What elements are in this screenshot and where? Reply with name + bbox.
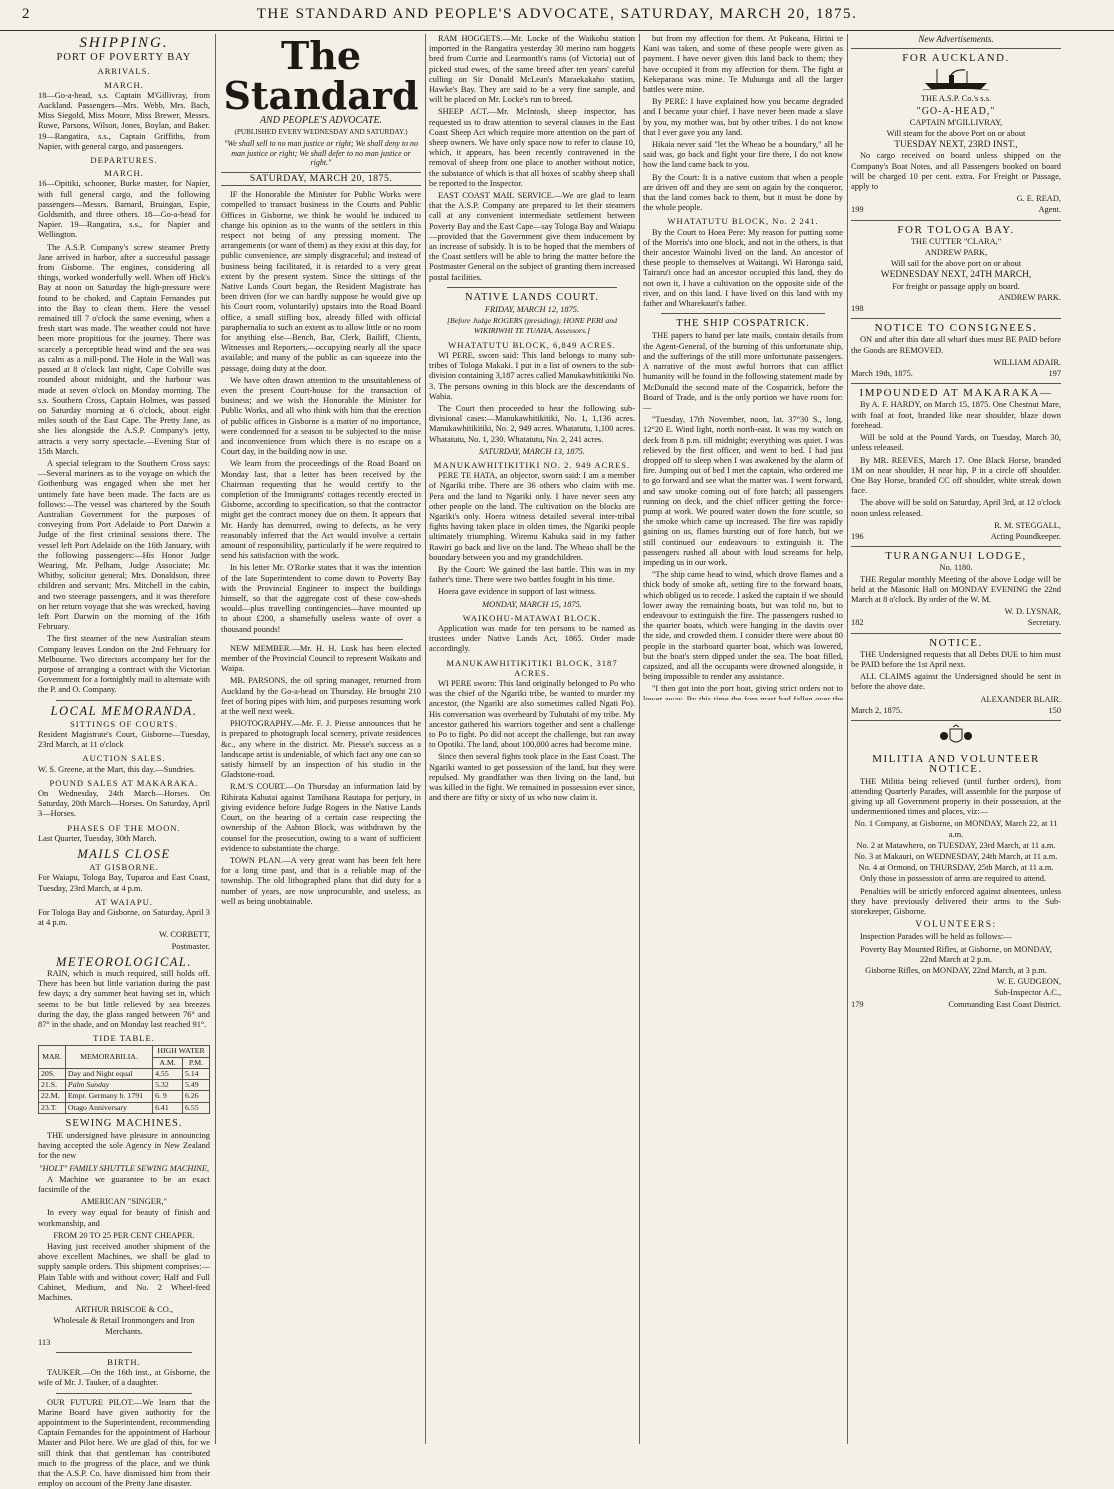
sewing-machine-name: "HOLT" FAMILY SHUTTLE SEWING MACHINE, — [38, 1163, 210, 1173]
news-paragraph: SHEEP ACT.—Mr. McIntosh, sheep inspector, has requested us to draw attention to several clauses in the East Coast Sheep Act which require more attention on the part of sheep owners. We have only space now to refer to clause 10, which, it appears, has been recently contravened in the removal of sheep from one place to another without notice, the substance of which is that all boxes of scabby sheep shall be reported to the Inspector. — [429, 107, 635, 188]
table-row — [39, 1091, 210, 1102]
ad-date: March 2, 1875. — [851, 705, 903, 715]
ad-footer — [851, 532, 1061, 542]
ad-text: Will be sold at the Pound Yards, on Tuesday, March 30, unless released. — [851, 433, 1061, 453]
ad-text: The above will be sold on Saturday, April 3rd, at 12 o'clock noon unless released. — [851, 498, 1061, 518]
ad-militia-heading: MILITIA AND VOLUNTEER NOTICE. — [872, 753, 1040, 776]
volunteers-heading: VOLUNTEERS: — [915, 920, 997, 931]
ad-text: No. 1180. — [939, 563, 973, 573]
motto: "We shall sell to no man justice or right; We shall deny to no man justice or right; We shall defer to no man justice or right." — [223, 139, 419, 168]
ad-signature: R. M. STEGGALL, — [994, 520, 1061, 530]
auction-heading: AUCTION SALES. — [82, 753, 166, 764]
tide-header: HIGH WATER — [153, 1046, 210, 1057]
column-rule — [639, 34, 640, 1444]
sewing-heading: SEWING MACHINES. — [65, 1117, 183, 1129]
ad-text: ANDREW PARK, — [924, 248, 988, 258]
ad-text: Penalties will be strictly enforced against absentees, unless they have previously delivered their arms to the Sub-storekeeper, Gisborne. — [851, 886, 1061, 917]
ad-signature-title: Agent. — [1038, 205, 1061, 215]
editorial-paragraph: We have often drawn attention to the unsuitableness of even the present Court-house for the transaction of business; and we wish the Honorable the Minister for Public Works, and all who think with him that the erection of public offices in Gisborne is a matter of no importance, were condemned for a season to be subjected to the noise and inconvenience from which there is no escape on a Court day, in the building now in use. — [221, 375, 421, 457]
arrivals-heading: ARRIVALS. — [97, 66, 151, 77]
tide-header: A.M. — [153, 1057, 183, 1068]
cospatrick-paragraph: "Tuesday, 17th November, noon, lat. 37°30 S., long. 12°20 E. Wind light, north north-east. It was my watch on deck from 8 p.m. till midnight; everything was quiet. I was relieved by the first officer, and went to bed. I had just dropped off to sleep when I was awakened by the alarm of fire. Jumping out of bed I met the captain, who ordered me to go forward and see what the matter was. I went forward, and saw smoke coming out of fore hatch; all passengers running on deck, and the chief officer getting the force-pump at work. We poured water down the fore scuttle, so the smoke which came up increased. The fire was rapidly gaining on us, flames bursting out of fore hatch, but we still continued our endeavours to extinguish it. The passengers rushed all about with loud screams for help, impeding us in our work. — [643, 415, 843, 567]
table-row — [39, 1102, 210, 1113]
arrivals-text: 18—Go-a-head, s.s. Captain M'Gillivray, from Auckland. Passengers—Mrs. Webb, Mrs. Bach, Miss Siegold, Miss Moore, Miss Brewer, Messrs. Ruwe, Parsons, Wilson, Jones, Boylan, and Baker. 19—Rangatira, s.s., Captain Griffiths, from Napier, with general cargo, and passengers. — [38, 90, 210, 151]
auction-text: W. S. Greene, at the Mart, this day.—Sundries. — [38, 764, 196, 774]
phases-heading: PHASES OF THE MOON. — [67, 822, 181, 833]
court-paragraph: Hoera gave evidence in support of last witness. — [438, 587, 597, 597]
court-bench: [Before Judge ROGERS (presiding); HONE PERI and WIKIRIWHI TE TUAHA, Assessors.] — [446, 316, 618, 336]
ad-number: 182 — [851, 618, 864, 628]
tide-cell: Otago Anniversary — [65, 1102, 152, 1113]
tide-table-heading: TIDE TABLE. — [93, 1033, 155, 1044]
pound-text: On Wednesday, 24th March—Horses. On Saturday, 20th March—Horses. On Saturday, April 3—Horses. — [38, 789, 210, 819]
ad-lodge-heading: TURANGANUI LODGE, — [885, 550, 1027, 563]
ad-text: No. 4 at Ormond, on THURSDAY, 25th March, at 11 a.m. — [858, 863, 1054, 873]
ad-consignees-heading: NOTICE TO CONSIGNEES. — [874, 322, 1038, 335]
tide-cell: 5.49 — [183, 1080, 210, 1091]
tide-header: MAR. — [39, 1046, 66, 1068]
block-heading: MANUKAWHITIKITIKI BLOCK, 3187 ACRES. — [446, 657, 618, 678]
meteorological-text: RAIN, which is much required, still holds off. There has been but little variation during the past few days; a dry summer heat having set in, which seems to be but little relieved by sea breezes during the day, the glass ranged between 76° and 87° in the shade, and on Monday last reached 91°. — [38, 969, 210, 1030]
mails-heading: MAILS CLOSE — [77, 847, 171, 862]
departures-month: MARCH. — [104, 168, 144, 179]
news-paragraph: PHOTOGRAPHY.—Mr. F. J. Piesse announces that he is prepared to photograph local scenery, private residences &c., any where in the district. Mr. Piesse's success as a landscape artist is undeniable, of which fact any one can so satisfy himself by an inspection of his studio in the Gladstone-road. — [221, 719, 421, 780]
shipping-paragraph: A special telegram to the Southern Cross says:—Several mariners as to the voyage on which the Gothenburg was engaged when she met her untimely fate have been made. The facts are as follows:—The vessel was chartered by the South Australian Government for the purposes of conveying from Port Adelaide to Port Darwin a Judge of the first criminal sessions there. The vessel left Port Adelaide on the 16th January, with the following passengers:—His Honor Judge Wearing, Mr. Pelham, Judge Associate; Mr. Whitby, solicitor general; Mrs. Donaldson, three children and servant; Mrs. Mitchell in the cabin, and two steerage passengers, and it was therefore on her return voyage that she was wrecked, having left Port Darwin on the morning of the 16th February. — [38, 458, 210, 632]
ad-signature: WILLIAM ADAIR. — [993, 357, 1061, 367]
meteorological-heading: METEOROLOGICAL. — [55, 954, 193, 969]
pilot-text: OUR FUTURE PILOT.—We learn that the Marine Board have given authority for the appointment to the Superintendent, recommending Captain Fernandes for the appointment of Harbour Master and Pilot here. We are glad of this, for we still think that that gentleman has contributed much to the progress of the place, and we think that the A.S.P. Co. have dismissed him from their employ on account of the Pretty Jane disaster. — [38, 1397, 210, 1489]
royal-arms-icon — [851, 725, 1061, 750]
page-header — [0, 0, 1114, 31]
nameplate-subtitle: AND PEOPLE'S ADVOCATE. — [259, 115, 383, 126]
news-paragraph: RAM HOGGETS.—Mr. Locke of the Waikohu station imported in the Rangatira yesterday 30 merino ram hoggets bred from Currie and Learmonth's rams (of Victoria) out of picked stud ewes, of the same breed after ten years' careful culling on Sir Donald McLean's Maraekakaho station, Hawke's Bay. They are said to be a very fine sample, and will be placed on Mr. Locke's run to breed. — [429, 34, 635, 105]
court-paragraph: WI PERE sworn: This land originally belonged to Po who was the chief of the Ngariki tribe, he wanted to murder my ancestor, (the Ngariki are also sometimes called Ngati Po). His conversation was overheard by Tuhutahi of my tribe. My ancestor gathered his warriors together and sent a challenge to Po to fight. Po did not accept the challenge, but ran away to Opotiki. The land, about 100,000 acres had become mine. — [429, 678, 635, 750]
ad-text: ALL CLAIMS against the Undersigned should be sent in before the above date. — [851, 672, 1061, 692]
ad-footer — [851, 618, 1061, 628]
divider — [851, 318, 1061, 319]
shipping-paragraph: The A.S.P. Company's screw steamer Pretty Jane arrived in harbor, after a successful passage from Gisborne. The engines, considering all things, worked wonderfully well. When off Hick's Bay at noon on Saturday the high-pressure were found to be choked, and Captain Fernandes put into the Bay to clean them. Here the vessel remained till 7 o'clock the same evening, when a fresh start was made. The weather could not have been more propitious for the journey. There was scarcely a perceptible head wind and the sea was as calm as a mill-pond. The Hole in the Wall was passed at 8 o'clock last night, Cape Colville was rounded about midnight, and the harbour was made at seven o'clock on Monday morning. The s.s. Southern Cross, Captain Holmes, was passed on Saturday morning at 6 o'clock, about eight miles south of the East Cape. The Pretty Jane, as she lies alongside the A.S.P. Company's jetty, attracts a very sorry spectacle.—Evening Star of 15th March. — [38, 242, 210, 456]
ad-footer — [851, 205, 1061, 215]
ad-text: Gisborne Rifles, on MONDAY, 22nd March, at 3 p.m. — [865, 966, 1047, 976]
block-heading: WHATATUTU BLOCK, No. 2 241. — [667, 216, 819, 227]
column-rule — [215, 34, 216, 1444]
column-shipping — [38, 34, 210, 1489]
news-paragraph: TOWN PLAN.—A very great want has been felt here for a long time past, and that is a reliable map of the township. The old lithographed plans that did duty for a number of years, are now unprocurable, and useless, as well as being unobtainable. — [221, 855, 421, 906]
tide-cell: 6.41 — [153, 1102, 183, 1113]
shipping-paragraph: The first steamer of the new Australian steam Company leaves London on the 2nd February for Melbourne. Two directors accompany her for the purpose of arranging a contract with the Victorian Government for a fortnightly mail to alternate with the P. and O. Company. — [38, 634, 210, 695]
sewing-signature: ARTHUR BRISCOE & CO., — [75, 1305, 173, 1315]
ad-signature: ALEXANDER BLAIR. — [980, 694, 1061, 704]
ad-signature-title: Commanding East Coast District. — [948, 999, 1061, 1009]
ad-text: Will sail for the above port on or about — [890, 259, 1022, 269]
ad-text: Only those in possession of arms are required to attend. — [860, 874, 1047, 884]
court-paragraph: Application was made for ten persons to be named as trustees under Native Lands Act, 1865. Order made accordingly. — [429, 623, 635, 654]
ad-signature: ANDREW PARK. — [998, 292, 1061, 302]
tide-cell: 23.T. — [39, 1102, 66, 1113]
ad-text: Will steam for the above Port on or about — [886, 129, 1026, 139]
editorial-paragraph: In his letter Mr. O'Rorke states that it was the intention of the late Superintendent to come down to Poverty Bay with the Provincial Engineer to inspect the buildings himself, so that the aggregate cost of these cow-sheds would—plus travelling contingencies—have mounted up to about £200, a shamefully useless waste of over a thousand pounds! — [221, 563, 421, 634]
mails-signature-title: Postmaster. — [171, 941, 210, 951]
news-paragraph: R.M.'S COURT.—On Thursday an information laid by Rihirata Kahutai against Tamihana Rautapa for perjury, in giving evidence before Judge Rogers in the Native Lands Court, on the hearing of a certain case respecting the ownership of the Ashton Block, was withdrawn by the counsel for the prosecution, owing to a want of sufficient evidence to substantiate the charge. — [221, 782, 421, 853]
birth-heading: BIRTH. — [107, 1356, 141, 1367]
mails-location: AT WAIAPU. — [95, 896, 153, 907]
court-date: FRIDAY, MARCH 12, 1875. — [484, 305, 580, 315]
tide-cell: 6.26 — [183, 1091, 210, 1102]
column-native-lands — [429, 34, 635, 1444]
ad-notice-heading: NOTICE. — [929, 636, 983, 649]
cospatrick-paragraph: THE papers to hand per late mails, contain details from the Agent-General, of the burning of this unfortunate ship, and the sufferings of the still more unfortunate passengers. A narrative of the most awful horrors that can afflict humanity will be found in the following statement made by McDonald the second mate of the Cospatrick, before the Board of Trade, and is the only portion we have room for:— — [643, 331, 843, 412]
ad-footer — [851, 304, 1061, 314]
court-date: MONDAY, MARCH 15, 1875. — [482, 599, 582, 609]
tide-cell: 5.32 — [153, 1080, 183, 1091]
mails-text: For Tologa Bay and Gisborne, on Saturday, April 3 at 4 p.m. — [38, 908, 210, 928]
arrivals-month: MARCH. — [104, 79, 144, 90]
court-date: SATURDAY, MARCH 13, 1875. — [479, 446, 585, 456]
ad-number: 197 — [1048, 369, 1061, 379]
ad-signature-title: Secretary. — [1027, 618, 1061, 628]
ad-text: Poverty Bay Mounted Rifles, at Gisborne, on MONDAY, 22nd March at 2 p.m. — [860, 944, 1052, 964]
editorial-paragraph: We learn from the proceedings of the Road Board on Monday last, that a letter has been received by the Chairman requesting that he would certify to the completion of the Immigrants' cottages recently erected in Gisborne, according to specification, so that the contractor might get the contract money due on them. It appears that Mr. Hardy has demurred, owing to defects, as he very reasonably inferred that the Act would involve a certain amount of responsibility, particularly if he were required to send his satisfaction with the work. — [221, 459, 421, 561]
sewing-text: Having just received another shipment of the above excellent Machines, we shall be glad to supply sample orders. This shipment comprises:—Plain Table with and without cover; Half and Full Cabinet, Medium, and No. 2 Wheel-feed Machines. — [38, 1241, 210, 1302]
tide-cell: Palm Sunday — [65, 1080, 152, 1091]
ad-date: TUESDAY NEXT, 23RD INST., — [894, 140, 1018, 151]
ad-auckland-heading: FOR AUCKLAND. — [902, 52, 1010, 65]
tide-cell: 20S. — [39, 1068, 66, 1079]
divider — [56, 1393, 192, 1394]
divider — [56, 700, 192, 701]
sewing-text: THE undersigned have pleasure in announcing having accepted the sole Agency in New Zealand for the new — [38, 1130, 210, 1161]
sewing-singer: AMERICAN "SINGER," — [81, 1197, 167, 1207]
page-number: 2 — [22, 6, 30, 22]
ad-text: THE CUTTER "CLARA," — [910, 236, 1002, 246]
new-ads-heading: New Advertisements. — [918, 34, 994, 44]
divider — [851, 48, 1061, 49]
tide-cell: 5.14 — [183, 1068, 210, 1079]
news-paragraph: MR. PARSONS, the oil spring manager, returned from Auckland by the Go-a-head on Thursday. He brought 210 feet of boring pipes with him, and purposes resuming work at the well next week. — [221, 676, 421, 717]
pound-heading: POUND SALES AT MAKARAKA. — [49, 777, 199, 788]
ad-number: 199 — [851, 205, 864, 215]
court-paragraph: PERE TE HATA, an objector, sworn said: I am a member of Ngariki tribe. There are 36 others who claim with me. Pera and the land to Ngariki only. I have never seen any other people on the land. The cultivation on the blocks are Ngariki's only. Hoera witness detailed several inter-tribal fights having taken place in olden times, the Ngariki people ultimately triumphing. Wiremu Kahuka said in my father Rawiri go back and live on the land. The Wheao shall be the boundary between you and my grandchildren. — [429, 471, 635, 562]
ad-signature: G. E. READ, — [1016, 194, 1061, 204]
ad-number: 150 — [1048, 705, 1061, 715]
divider — [851, 546, 1061, 547]
ad-text: No. 2 at Matawhero, on TUESDAY, 23rd March, at 11 a.m. — [856, 840, 1056, 850]
divider — [239, 639, 403, 640]
sewing-text: A Machine we guarantee to be an exact facsimile of the — [38, 1174, 210, 1194]
table-row — [39, 1068, 210, 1079]
column-advertisements — [851, 34, 1061, 1444]
ship-name: "GO-A-HEAD," — [916, 105, 996, 117]
ad-text: By MR. REEVES, March 17. One Black Horse, branded 1M on near shoulder, H near hip, P in a circle off shoulder. One Bay Horse, branded CC off shoulder, white streak down face. — [851, 455, 1061, 496]
tide-table — [38, 1045, 210, 1113]
tide-cell: 21.S. — [39, 1080, 66, 1091]
ad-text: THE A.S.P. Co.'s s.s. — [920, 94, 992, 104]
court-paragraph: By PERE: I have explained how you became degraded and I became your chief. I have never been made a slave by you, my mother was, but by other tribes. I do not know that I ever gave you any land. — [643, 97, 843, 137]
cospatrick-heading: THE SHIP COSPATRICK. — [676, 318, 810, 330]
cospatrick-paragraph: "I then got into the port boat, giving strict orders not to — [652, 684, 843, 694]
departures-heading: DEPARTURES. — [90, 155, 158, 166]
court-paragraph: By the Court to Hoea Pere: My reason for putting some of the Morris's into one block, and not in the others, is that their ancestor Wainohi lived on the land. An ancestor of these people to themselves at Waitangi. Wi Haronga said, Tairaru'i once had an ancestor occupied this land, they do not own it, I have a cultivation on the opposite side of the river, and on this land. I have lived on this land with my father and Wharekauri's father. — [643, 227, 843, 309]
cospatrick-paragraph: "The ship came head to wind, which drove flames and a thick body of smoke aft, setting fire to the forward boats, which obliged us to recede. I asked the captain if we should lower away the remaining boats, but was told no, but to endeavour to extinguish the fire. The passengers rushed to the quarter boats, which were hanging in the davits over the side, and crowded them. I consider there were about 80 people in the starboard quarter boat, which was lowered, but the boat's stern dipped under the sea. The boat filled, capsized, and all the occupants were drowned alongside, it being impossible to render any assistance. — [643, 570, 844, 682]
departures-text: 16—Opitiki, schooner, Burke master, for Napier, with full general cargo, and the following passengers—Messrs. Barnard, Bruingan, Espie, Goldsmith, and three others. 18—Go-a-head for Napier. 19—Rangatira, s.s., for Napier and Wellington. — [38, 179, 210, 240]
divider — [661, 313, 825, 314]
tide-cell: Empr. Germany b. 1791 — [65, 1091, 152, 1102]
ad-signature-title: Sub-Inspector A.C., — [994, 988, 1061, 998]
ad-text: CAPTAIN M'GILLIVRAY, — [909, 117, 1003, 127]
local-memoranda-heading: LOCAL MEMORANDA. — [50, 703, 198, 718]
tide-header: P.M. — [183, 1057, 210, 1068]
news-paragraph: NEW MEMBER.—Mr. H. H. Lusk has been elected member of the Provincial Council to represent Waikato and Waipa. — [221, 643, 421, 674]
court-paragraph: By the Court: It is a native custom that when a people are driven off and they are sent on again by the conqueror, that the land comes back to them, but it must be done by the whole people. — [643, 172, 843, 213]
ad-text: ON and after this date all wharf dues must BE PAID before the Goods are REMOVED. — [851, 335, 1061, 355]
court-paragraph: Hikaia never said "let the Wheao be a boundary," all he said was, go back and fight your fire there, I do not know how the land came back to you. — [643, 140, 843, 170]
tide-cell: Day and Night equal — [65, 1068, 152, 1079]
court-paragraph: WI PERE, sworn said: This land belongs to many sub-tribes of Tologa Makaki. I put in a list of owners to the sub-division containing 3,187 acres called Manukawhitikitiki No. 3. The persons owning in this block are the descendants of Wahia. — [429, 350, 635, 401]
ad-text: THE Regular monthly Meeting of the above Lodge will be held at the Masonic Hall on MONDAY EVENING the 22nd March at 8 o'clock. By order of the W. M. — [851, 574, 1061, 604]
ad-text: No. 1 Company, at Gisborne, on MONDAY, March 22, at 11 a.m. — [854, 819, 1058, 839]
ad-number: 179 — [851, 999, 864, 1009]
sewing-signature-desc: Wholesale & Retail Ironmongers and Iron Merchants. — [53, 1316, 195, 1336]
ad-text: For freight or passage apply on board. — [892, 281, 1020, 291]
block-heading: MANUKAWHITIKITIKI NO. 2. 949 ACRES. — [433, 459, 631, 470]
column-editorial — [221, 34, 421, 1444]
ad-text: Inspection Parades will be held as follows:— — [860, 932, 1012, 942]
tide-cell: 22.M. — [39, 1091, 66, 1102]
court-paragraph: By the Court: We gained the last battle. This was in my father's time. There were two battles fought in his time. — [429, 564, 635, 585]
steamship-icon — [851, 67, 1061, 93]
ad-number: 196 — [851, 531, 864, 541]
tide-cell: 6.55 — [183, 1102, 210, 1113]
divider — [447, 287, 617, 288]
court-paragraph: Since then several fights took place in the East Coast. The Ngariki wanted to get possession of the land, but they were repulsed. My grandfather was then living on the land, but was killed in the fight. We remained in possession ever since, and there are fifty or sixty of us who now claim it. — [429, 752, 635, 803]
ad-text: No cargo received on board unless shipped on the Company's Boat Notes, and all Passengers booked on board will be charged 10 per cent. extra. For Freight or Passage, apply to — [851, 151, 1061, 192]
column-telegrams-lower — [643, 700, 843, 1444]
divider — [56, 1352, 192, 1353]
divider — [851, 220, 1061, 221]
block-heading: WHATATUTU BLOCK, 6,849 ACRES. — [448, 339, 616, 350]
ad-signature-title: Acting Poundkeeper. — [990, 531, 1061, 541]
court-paragraph: The Court then proceeded to hear the following sub-divisional cases:—Manukawhitikitiki, No. 1, 1,136 acres. Manukawhitikitiki, No. 2, 949 acres. Whatatutu, 1,100 acres. Whatatutu, No. 1, 230. Whatatutu, No. 2, 241 acres. — [429, 403, 635, 444]
ad-text: THE Undersigned requests that all Debts DUE to him must be PAID before the 1st April next. — [851, 649, 1061, 669]
table-row — [39, 1080, 210, 1091]
court-paragraph: but from my affection for them. At Pukeana, Hirini te Kani was taken, and some of these people were given as payment. I have never given this land back to them; they have occupied it from my affection for them. The fight at Kekeparaoa was mine. Te Muhunga and all the larger battles were mine. — [643, 34, 843, 95]
sewing-price: FROM 20 TO 25 PER CENT CHEAPER. — [53, 1230, 195, 1240]
ad-tologa-heading: FOR TOLOGA BAY. — [897, 223, 1015, 236]
ad-text: THE Militia being relieved (until further orders), from attending Quarterly Parades, will assemble for the purpose of giving up all Government property in their possession, at the undermentioned times and places, viz:— — [851, 776, 1061, 817]
column-rule — [847, 34, 848, 1444]
ad-impounded-heading: IMPOUNDED AT MAKARAKA— — [859, 387, 1053, 400]
column-rule — [425, 34, 426, 1444]
sittings-heading: SITTINGS OF COURTS. — [69, 718, 178, 729]
ad-footer — [851, 369, 1061, 379]
ad-text: By A. F. HARDY, on March 15, 1875. One Chestnut Mare, with foal at foot, branded like near shoulder, blaze down forehead. — [851, 400, 1061, 430]
tide-header: MEMORABILIA. — [65, 1046, 152, 1068]
publication-schedule: (PUBLISHED EVERY WEDNESDAY AND SATURDAY.) — [234, 128, 408, 137]
nameplate: The Standard — [223, 33, 419, 118]
block-heading: WAIKOHU-MATAWAI BLOCK. — [462, 612, 602, 623]
ad-date: March 19th, 1875. — [851, 369, 913, 379]
editorial-paragraph: IF the Honorable the Minister for Public Works were compelled to transact business in the Courts and Public Offices in Gisborne, we think he would be induced to change his opinion as to the wants of the settlers in this respect not being of any pressing moment. The arrangements (or want of them) as they exist at this day, for public convenience, are simply disgraceful; and instead of business being facilitated, it is retarded to a very great extent by the present system. Since the sittings of the Native Lands Court began, the Resident Magistrate has been driven (for we can hardly suppose he would give up his Court room, voluntarily) upstairs into the Road Board office, a small stifling box, already filled with official paraphernalia to such an extent as to allow little or no room for anything else—Bench, Bar, Clerk, Bailiff, Clients, Witnesses and Reporters,—occupying nearly all the space available; and many of the public as can squeeze into the passage, doing duty at the door. — [221, 190, 421, 373]
native-lands-heading: NATIVE LANDS COURT. — [465, 291, 599, 303]
port-heading: PORT OF POVERTY BAY — [56, 52, 192, 64]
birth-text: TAUKER.—On the 16th inst., at Gisborne, the wife of Mr. J. Tauker, of a daughter. — [38, 1368, 210, 1388]
shipping-heading: SHIPPING. — [79, 35, 169, 51]
mails-location: AT GISBORNE. — [89, 862, 159, 873]
phases-text: Last Quarter, Tuesday, 30th March. — [38, 833, 157, 843]
ad-number: 113 — [38, 1337, 51, 1347]
divider — [851, 383, 1061, 384]
news-paragraph: EAST COAST MAIL SERVICE.—We are glad to learn that the A.S.P. Company are prepared to let their steamers call at any convenient intermediate settlement between Poverty Bay and the East Cape—say Tologa Bay and Waiapu—provided that the Government give them inducement by an increase of subsidy. It is to be hoped that the members of the Coast settlers will be able to bring the matter before the Postmaster General on the subject of granting them increased postal facilities. — [429, 191, 635, 282]
tide-cell: 4.55 — [153, 1068, 183, 1079]
ad-footer — [851, 706, 1061, 716]
ad-signature: W. D. LYSNAR, — [1004, 607, 1061, 617]
ad-text: No. 3 at Makauri, on WEDNESDAY, 24th March, at 11 a.m. — [854, 852, 1058, 861]
ad-date: WEDNESDAY NEXT, 24TH MARCH, — [880, 270, 1032, 281]
mails-text: For Waiapu, Tologa Bay, Tuparoa and East Coast, Tuesday, 23rd March, at 4 p.m. — [38, 873, 210, 893]
sittings-text: Resident Magistrate's Court, Gisborne—Tuesday, 23rd March, at 11 o'clock — [38, 730, 210, 750]
divider — [851, 633, 1061, 634]
ad-footer — [851, 1000, 1061, 1010]
newspaper-title: THE STANDARD AND PEOPLE'S ADVOCATE, SATURDAY, MARCH 20, 1875. — [256, 6, 858, 22]
mails-signature: W. CORBETT, — [159, 930, 210, 940]
issue-date: SATURDAY, MARCH 20, 1875. — [221, 172, 421, 186]
divider — [851, 720, 1061, 721]
ad-number: 198 — [851, 304, 864, 314]
tide-cell: 6. 9 — [153, 1091, 183, 1102]
ad-signature: W. E. GUDGEON, — [996, 977, 1061, 987]
sewing-text: In every way equal for beauty of finish and workmanship, and — [38, 1208, 210, 1228]
